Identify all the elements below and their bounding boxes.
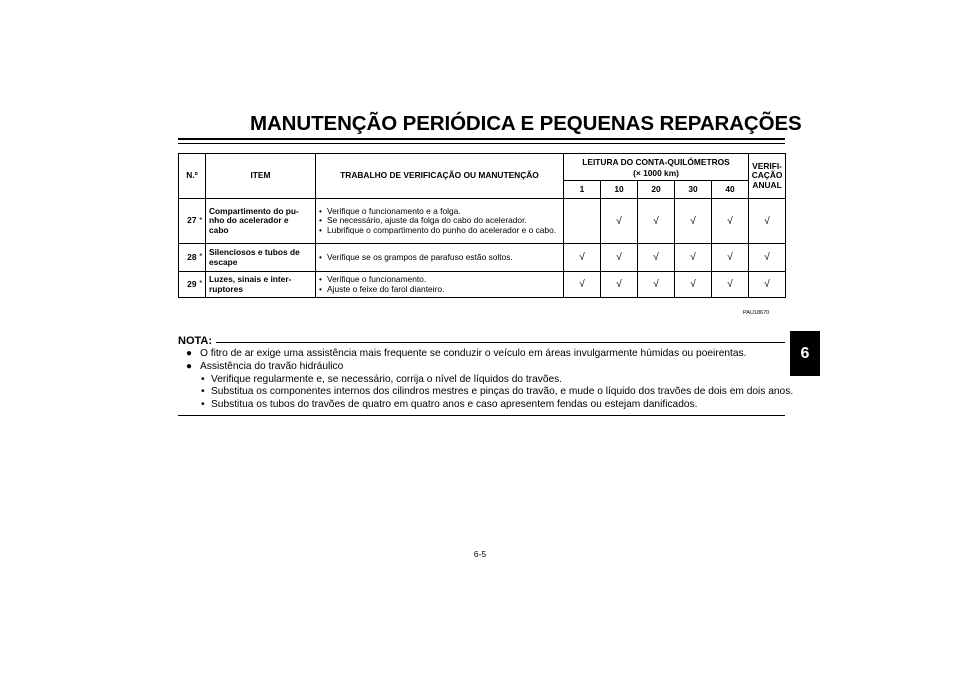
- check-cell: √: [564, 272, 601, 298]
- row-work: • Verifique o funcionamento. • Ajuste o feixe do farol dianteiro.: [316, 272, 564, 298]
- check-cell: √: [601, 272, 638, 298]
- sub-bullet-icon: •: [201, 386, 205, 398]
- check-cell: [564, 199, 601, 244]
- nota-sub-bullet-text: Substitua os tubos do travões de quatro em quatro anos e caso apresentem fendas ou estejam danificados.: [211, 399, 698, 411]
- row-work: • Verifique o funcionamento e a folga. • Se necessário, ajuste da folga do cabo do acelerador. • Lubrifique o compartimento do punho do acelerador e o cabo.: [316, 199, 564, 244]
- header-odometer: [564, 154, 749, 181]
- check-cell: √: [749, 244, 786, 272]
- nota-label: NOTA:: [178, 335, 213, 347]
- list-item: [186, 374, 786, 387]
- header-odometer-unit: (× 1000 km): [633, 168, 679, 178]
- table-row: [179, 199, 786, 244]
- check-cell: √: [675, 199, 712, 244]
- nota-sub-bullet-text: Verifique regularmente e, se necessário, corrija o nível de líquidos do travões.: [211, 373, 563, 385]
- row-star: *: [197, 272, 206, 298]
- header-interval: 40: [712, 181, 749, 199]
- check-cell: √: [638, 272, 675, 298]
- check-cell: √: [601, 199, 638, 244]
- check-cell: √: [564, 244, 601, 272]
- document-code: PAU18670: [743, 310, 770, 316]
- header-annual: VERIFI- CAÇÃO ANUAL: [749, 154, 786, 199]
- page-number: 6-5: [473, 549, 487, 559]
- nota-rule: [216, 342, 785, 343]
- work-step: Verifique o funcionamento.: [327, 274, 427, 285]
- check-cell: √: [601, 244, 638, 272]
- sub-bullet-icon: •: [201, 399, 205, 411]
- table-row: [179, 272, 786, 298]
- header-odometer-label: LEITURA DO CONTA-QUILÓMETROS: [582, 157, 730, 167]
- row-star: *: [197, 199, 206, 244]
- row-star: *: [197, 244, 206, 272]
- list-item: [186, 386, 794, 399]
- nota-bottom-rule: [178, 415, 785, 416]
- check-cell: √: [712, 199, 749, 244]
- sub-bullet-icon: •: [201, 373, 205, 385]
- check-cell: √: [638, 199, 675, 244]
- header-interval: 10: [601, 181, 638, 199]
- row-item: Compartimento do pu- nho do acelerador e cabo: [206, 199, 316, 244]
- nota-sub-bullet-text: Substitua os componentes internos dos cilindros mestres e pinças do travão, e mude o líquido dos travões de dois em dois anos.: [211, 386, 794, 398]
- work-step: Verifique o funcionamento e a folga.: [327, 206, 461, 217]
- nota-bullet-text: Assistência do travão hidráulico: [200, 360, 344, 372]
- header-interval: 1: [564, 181, 601, 199]
- row-item: Silenciosos e tubos de escape: [206, 244, 316, 272]
- title-rule-thick: [178, 138, 785, 140]
- nota-body: [186, 348, 794, 412]
- bullet-icon: ●: [186, 360, 193, 372]
- nota-bullet-text: O fitro de ar exige uma assistência mais frequente se conduzir o veículo em áreas invulgarmente húmidas ou poeirentas.: [200, 348, 747, 359]
- work-step: Se necessário, ajuste da folga do cabo do acelerador.: [327, 215, 527, 226]
- page-title: MANUTENÇÃO PERIÓDICA E PEQUENAS REPARAÇÕES: [250, 112, 802, 135]
- check-cell: √: [712, 244, 749, 272]
- check-cell: √: [712, 272, 749, 298]
- row-number: 27: [179, 199, 197, 244]
- check-cell: √: [749, 199, 786, 244]
- check-cell: √: [749, 272, 786, 298]
- header-no: N.º: [179, 154, 206, 199]
- bullet-icon: ●: [186, 348, 193, 359]
- work-step: Ajuste o feixe do farol dianteiro.: [327, 283, 445, 294]
- row-item: Luzes, sinais e inter- ruptores: [206, 272, 316, 298]
- list-item: [186, 361, 786, 374]
- chapter-tab: 6: [790, 331, 820, 376]
- check-cell: √: [675, 244, 712, 272]
- work-step: Verifique se os grampos de parafuso estão soltos.: [327, 251, 513, 262]
- header-interval: 30: [675, 181, 712, 199]
- row-work: • Verifique se os grampos de parafuso estão soltos.: [316, 244, 564, 272]
- row-number: 29: [179, 272, 197, 298]
- title-rule-thin: [178, 143, 785, 144]
- header-work: TRABALHO DE VERIFICAÇÃO OU MANUTENÇÃO: [316, 154, 564, 199]
- row-number: 28: [179, 244, 197, 272]
- header-interval: 20: [638, 181, 675, 199]
- maintenance-table: [178, 153, 786, 298]
- table-row: [179, 244, 786, 272]
- check-cell: √: [638, 244, 675, 272]
- header-item: ITEM: [206, 154, 316, 199]
- work-step: Lubrifique o compartimento do punho do acelerador e o cabo.: [327, 224, 557, 235]
- list-item: [186, 399, 786, 412]
- check-cell: √: [675, 272, 712, 298]
- list-item: [186, 348, 786, 361]
